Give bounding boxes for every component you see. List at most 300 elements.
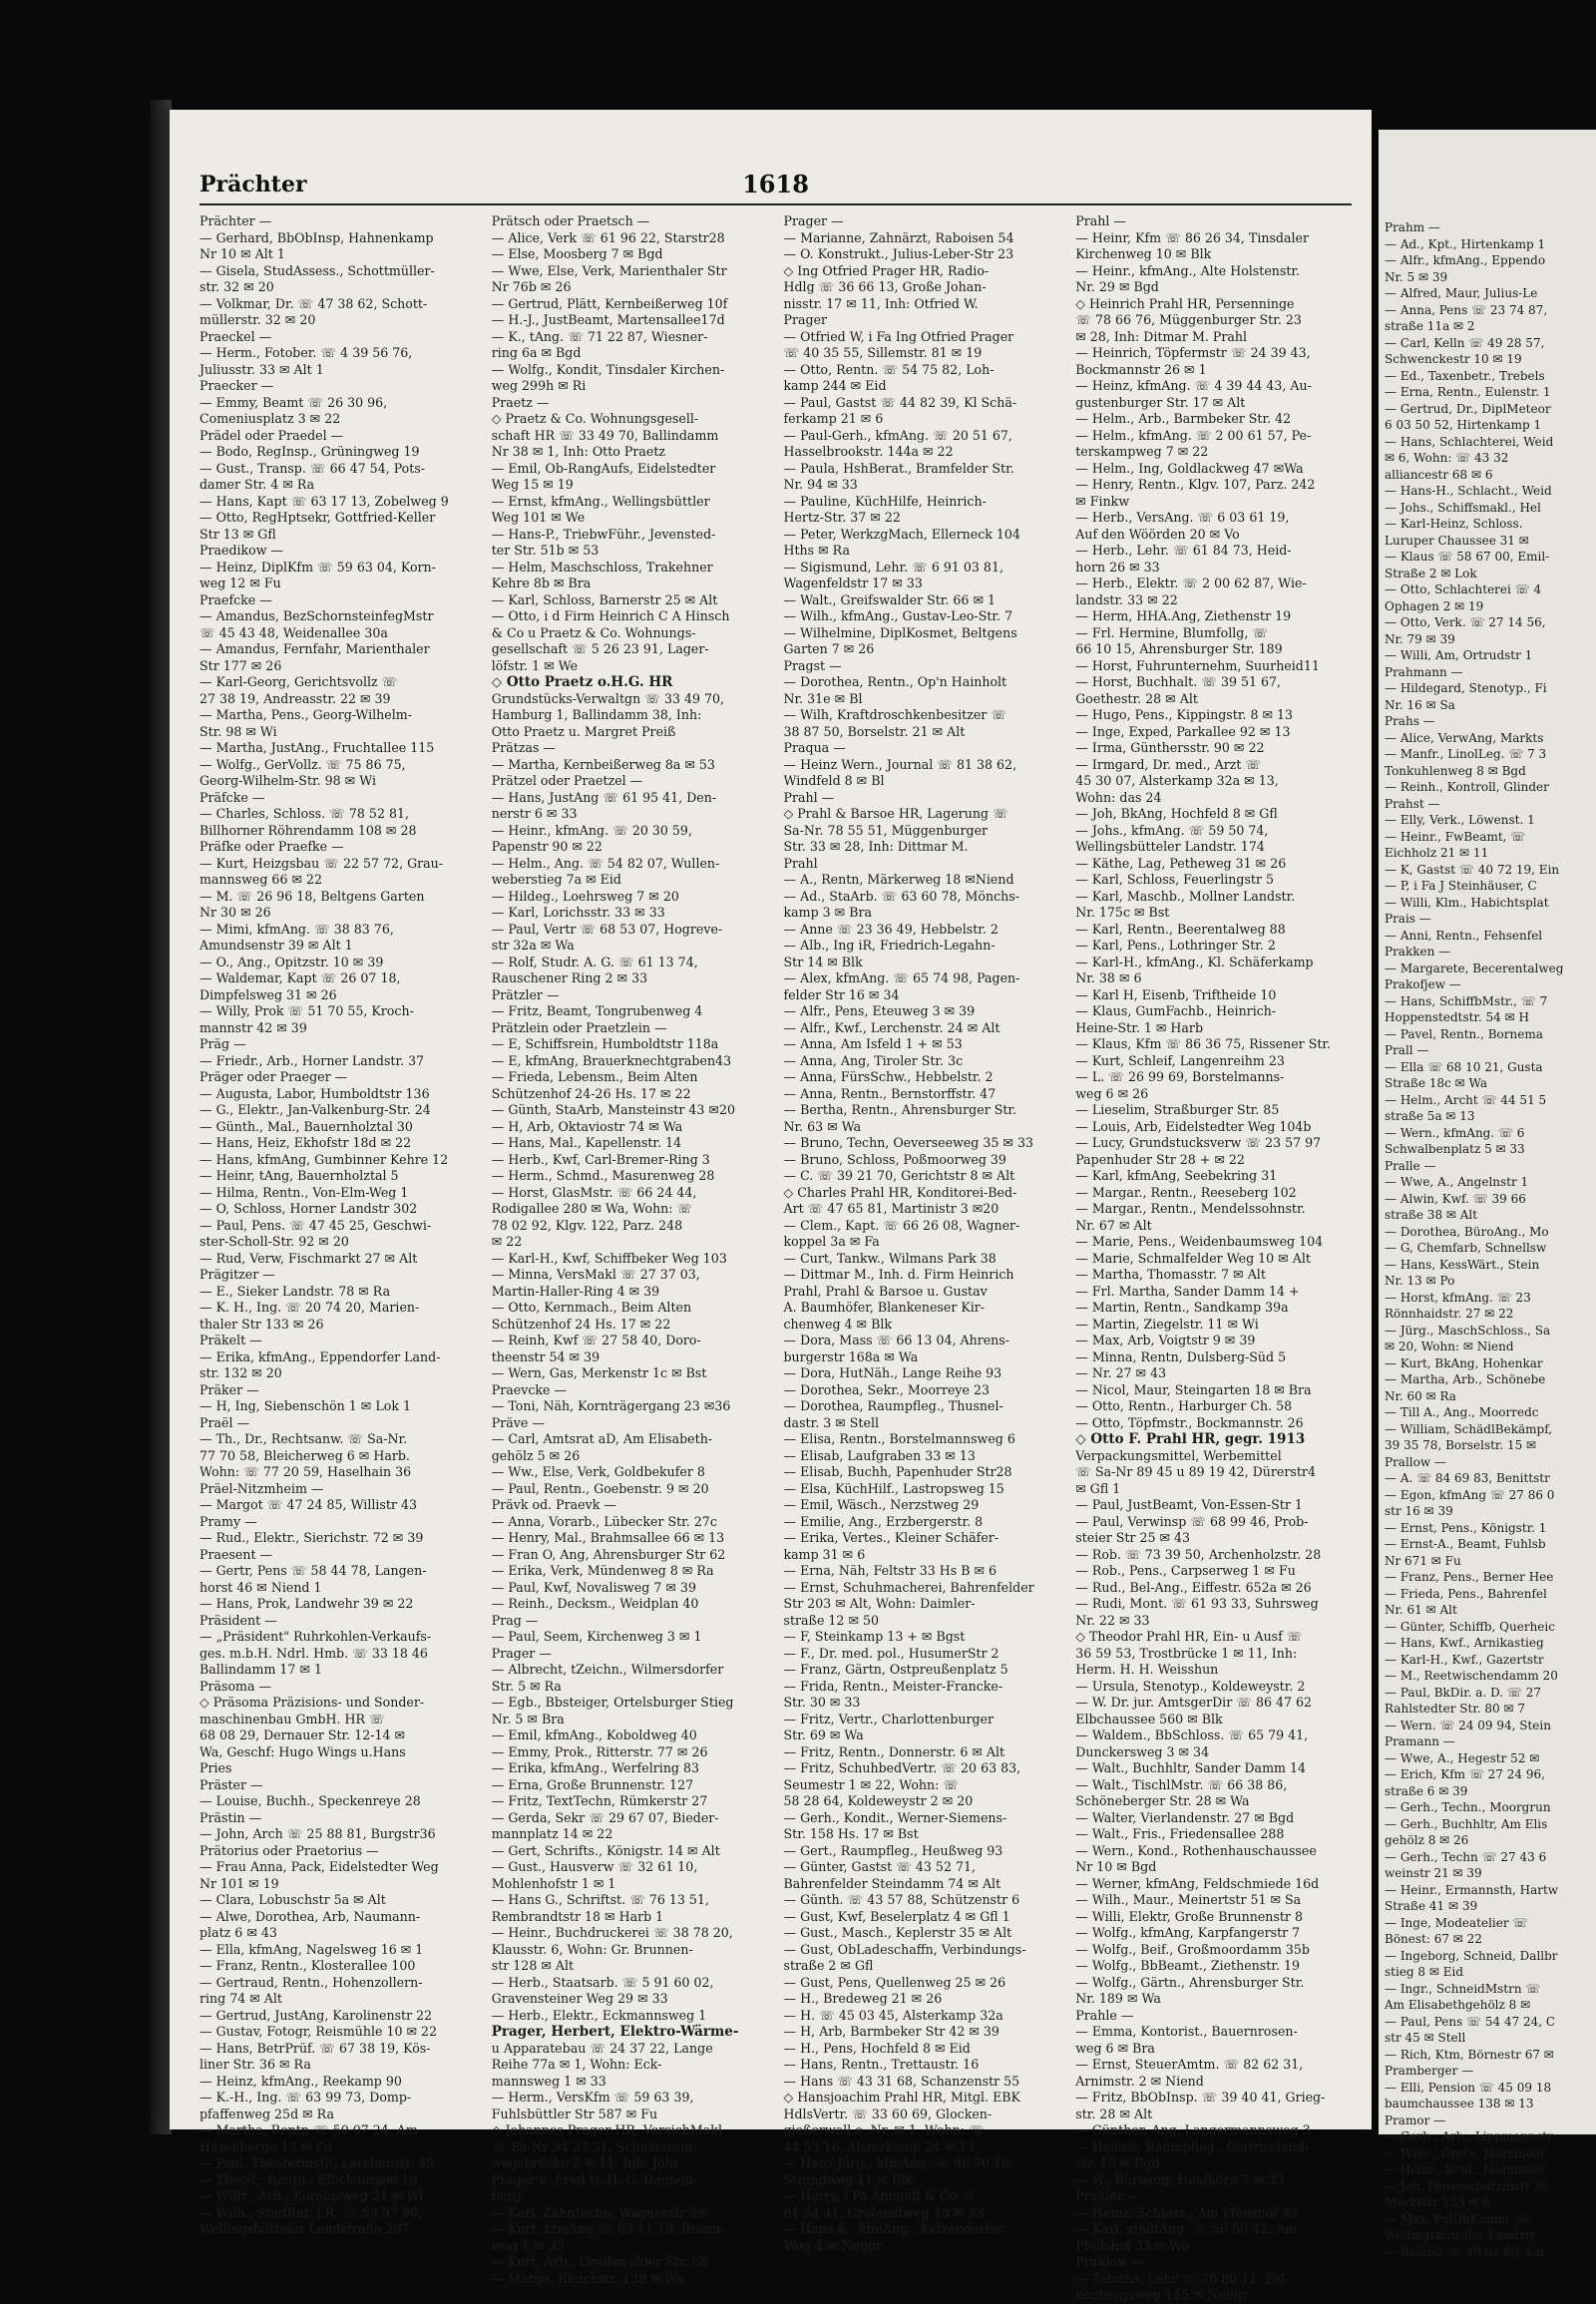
directory-entry-line: Am Elisabethgehölz 8 ✉ [1385,1998,1531,2012]
directory-entry-line: ◇ Otto Praetz o.H.G. HR [491,674,673,690]
directory-entry-line: — Emil, Wäsch., Nerzstweg 29 [783,1497,980,1512]
directory-entry-line: — Fritz, SchuhbedVertr. ☏ 20 63 83, [783,1760,1021,1775]
directory-entry-line: — Emil, Ob-RangAufs, Eidelstedter [491,460,716,476]
directory-entry-line: gustenburger Str. 17 ✉ Alt [1075,394,1246,410]
directory-entry-line: nerstr 6 ✉ 33 [491,806,578,821]
directory-entry-line: — Hans, Prok, Landwehr 39 ✉ 22 [200,1596,414,1611]
directory-entry-line: — Minna, Rentn, Dulsberg-Süd 5 [1075,1348,1287,1364]
directory-entry-line: 44 53 16, Alsterkamp 24 ✉ 13 [783,2138,976,2154]
directory-entry-line: — Karl, Pens., Lothringer Str. 2 [1075,938,1276,953]
directory-entry-line: Nr. 61 ✉ Alt [1385,1603,1457,1617]
directory-entry-line: Nr. 79 ✉ 39 [1385,631,1455,646]
directory-entry-line: Hamburg 1, Ballindamm 38, Inh: [491,707,702,722]
directory-entry-line: Hoppenstedtstr. 54 ✉ H [1385,1010,1529,1024]
directory-entry-line: Prahle — [1075,2007,1134,2023]
directory-entry-line: — H. ☏ 45 03 45, Alsterkamp 32a [783,2007,1003,2023]
directory-entry-line: 27 38 19, Andreasstr. 22 ✉ 39 [200,690,391,706]
directory-entry-line: 45 30 07, Alsterkamp 32a ✉ 13, [1075,773,1279,788]
directory-entry-line: — Rich, Ktm, Börnestr 67 ✉ [1385,2047,1554,2062]
directory-entry-line: — Herb., Staatsarb. ☏ 5 91 60 02, [491,1974,714,1990]
directory-entry-line: — Martha, Thomasstr. 7 ✉ Alt [1075,1267,1266,1282]
directory-entry-line: — Emilie, Ang., Erzbergerstr. 8 [783,1513,984,1529]
directory-entry-line: Wagenfeldstr 17 ✉ 33 [783,576,923,590]
directory-entry-line: Rauschener Ring 2 ✉ 33 [491,970,648,985]
directory-entry-line: — Dorothea, BüroAng., Mo [1385,1224,1549,1239]
directory-entry-line: — Pauline, KüchHilfe, Heinrich- [783,493,987,509]
directory-entry-line: — Hans, Kwf., Arnikastieg [1385,1636,1544,1650]
directory-entry-line: Präkelt — [200,1333,262,1347]
directory-entry-line: — E., Sieker Landstr. 78 ✉ Ra [200,1283,391,1299]
directory-entry-line: Präker — [200,1381,259,1397]
directory-entry-line: ring 6a ✉ Bgd [491,345,582,360]
directory-entry-line: — Karl, Lorichsstr. 33 ✉ 33 [491,905,665,920]
directory-entry-line: — E, kfmAng, Brauerknechtgraben43 [491,1052,732,1068]
directory-entry-line: — Herb., VersAng. ☏ 6 03 61 19, [1075,510,1290,525]
directory-entry-line: — Heinr., Ermannsth, Hartw [1385,1882,1559,1897]
directory-entry-line: koppel 3a ✉ Fa [783,1234,880,1249]
directory-entry-line: Prais — [1385,912,1431,926]
directory-entry-line: — Dora, HutNäh., Lange Reihe 93 [783,1365,1002,1380]
directory-entry-line: Nr. 5 ✉ 39 [1385,269,1448,284]
directory-entry-line: — Fritz, Rentn., Donnerstr. 6 ✉ Alt [783,1743,1005,1759]
directory-entry-line: — Paul, Kwf, Novalisweg 7 ✉ 39 [491,1579,696,1595]
directory-entry-line: — Heinrich, Töpfermstr ☏ 24 39 43, [1075,345,1311,360]
directory-entry-line: Praecker — [200,378,274,393]
adjacent-page-column [1385,219,1596,2260]
directory-entry-line: — Gerh., Arb., Lippmannstr [1385,2129,1553,2143]
directory-entry-line: — Herm., VersKfm ☏ 59 63 39, [491,2090,694,2105]
directory-entry-line: — Hans ☏ 43 31 68, Schanzenstr 55 [783,2073,1020,2089]
directory-entry-line: — Hans, KessWärt., Stein [1385,1257,1540,1272]
directory-entry-line: — Gust, Kwf, Beselerplatz 4 ✉ Gfl 1 [783,1908,1010,1924]
directory-entry-line: — Irma, Günthersstr. 90 ✉ 22 [1075,740,1265,755]
directory-entry-line: — Ernst, SteuerAmtm. ☏ 82 62 31, [1075,2057,1304,2072]
directory-entry-line: — Rob., Pens., Carpserweg 1 ✉ Fu [1075,1563,1296,1578]
directory-entry-line: — Fritz, Beamt, Tongrubenweg 4 [491,1003,703,1018]
directory-entry-line: — Klaus, GumFachb., Heinrich- [1075,1003,1277,1018]
directory-entry-line: Wellingsbütteler Landstr. 174 [1075,839,1265,854]
directory-entry-line: straße 38 ✉ Alt [1385,1208,1478,1222]
directory-entry-line: 39 35 78, Borselstr. 15 ✉ [1385,1438,1537,1452]
directory-entry-line: — Heinz, kfmAng. ☏ 4 39 44 43, Au- [1075,378,1312,393]
directory-entry-line: — Wolfg., Kondit, Tinsdaler Kirchen- [491,361,725,377]
adjacent-page [1379,130,1596,2259]
directory-entry-line: Prahst — [1385,796,1440,811]
directory-entry-line: — Ingeborg, Schneid, Dallbr [1385,1948,1558,1963]
directory-entry-line: — Herb., Elektr., Eckmannsweg 1 [491,2007,707,2023]
directory-entry-line: — Minna, VersMakl ☏ 27 37 03, [491,1267,700,1282]
directory-entry-line: — Fran O, Ang, Ahrensburger Str 62 [491,1546,726,1562]
directory-entry-line: — Alfred, Maur, Julius-Le [1385,286,1538,300]
column-1 [200,213,486,2236]
directory-entry-line: Str. 98 ✉ Wi [200,723,277,739]
directory-entry-line: Ophagen 2 ✉ 19 [1385,598,1484,613]
directory-entry-line: — Gust., Transp. ☏ 66 47 54, Pots- [200,460,426,476]
directory-entry-line: — Gertrud, Plätt, Kernbeißerweg 10f [491,295,728,311]
directory-entry-line: 66 10 15, Ahrensburger Str. 189 [1075,641,1283,656]
directory-entry-line: Rönnhaidstr. 27 ✉ 22 [1385,1307,1514,1321]
directory-entry-line: — Anna, FürsSchw., Hebbelstr. 2 [783,1069,994,1084]
directory-entry-line: Prager, Herbert, Elektro-Wärme- [491,2024,739,2040]
directory-entry-line: — Lieselim, Straßburger Str. 85 [1075,1102,1280,1117]
directory-entry-line: Nr. 67 ✉ Alt [1075,1217,1152,1233]
directory-entry-line: — Elsa, KüchHilf., Lastropsweg 15 [783,1480,1004,1496]
directory-entry-line: Praedikow — [200,543,284,558]
directory-entry-line: — K., tAng. ☏ 71 22 87, Wiesner- [491,328,708,344]
directory-entry-line: Str 177 ✉ 26 [200,657,282,673]
directory-entry-line: — Werner, kfmAng, Feldschmiede 16d [1075,1875,1320,1891]
directory-entry-line: Straße 41 ✉ 39 [1385,1899,1478,1913]
directory-entry-line: — Otto, Kernmach., Beim Alten [491,1300,692,1315]
directory-entry-line: — Alfr., kfmAng., Eppendo [1385,253,1546,267]
directory-entry-line: — H., Bredeweg 21 ✉ 26 [783,1991,943,2006]
page-number: 1618 [742,170,809,198]
directory-entry-line: platz 6 ✉ 43 [200,1925,277,1940]
directory-entry-line: Nr. 13 ✉ Po [1385,1274,1455,1288]
directory-entry-line: Prägitzer — [200,1267,275,1282]
directory-entry-line: — Günth, StaArb, Mansteinstr 43 ✉20 [491,1102,735,1117]
directory-entry-line: mannplatz 14 ✉ 22 [491,1826,613,1841]
directory-entry-line: — Klaus, Kfm ☏ 86 36 75, Rissener Str. [1075,1036,1332,1051]
directory-entry-line: Georg-Wilhelm-Str. 98 ✉ Wi [200,773,376,788]
entry-columns [200,213,1362,2302]
directory-entry-line: — Frieda, Lebensm., Beim Alten [491,1069,698,1084]
directory-entry-line: — Reinh., Kontroll, Glinder [1385,780,1549,794]
directory-entry-line: Art ☏ 47 65 81, Martinistr 3 ✉20 [783,1201,999,1216]
directory-entry-line: — Wern. ☏ 24 09 94, Stein [1385,1718,1551,1732]
directory-entry-line: — Gust, Pens, Quellenweg 25 ✉ 26 [783,1974,1006,1990]
directory-entry-line: str. 132 ✉ 20 [200,1365,282,1380]
directory-entry-line: — Martha, Pens., Georg-Wilhelm- [200,707,412,722]
directory-entry-line: Nr. 63 ✉ Wa [783,1118,862,1134]
directory-entry-line: Sa-Nr. 78 55 51, Müggenburger [783,822,989,838]
directory-entry-line: — Hans-K., kfmAng., Ketzendorfer [783,2221,1003,2236]
directory-entry-line: — Emmy, Prok., Ritterstr. 77 ✉ 26 [491,1743,708,1759]
directory-entry-line: — L. ☏ 26 99 69, Borstelmanns- [1075,1069,1285,1084]
directory-entry-line: — Johs., Schiffsmakl., Hel [1385,500,1541,515]
directory-entry-line: — Hilma, Rentn., Von-Elm-Weg 1 [200,1184,409,1200]
directory-entry-line: Hasenberge 17 ✉ Fu [200,2138,333,2154]
directory-entry-line: Praesent — [200,1546,273,1562]
directory-entry-line: — Amandus, Fernfahr, Marienthaler [200,641,430,656]
directory-entry-line: — Frau Anna, Pack, Eidelstedter Weg [200,1859,439,1874]
directory-entry-line: — Hans G., Schriftst. ☏ 76 13 51, [491,1892,709,1907]
directory-entry-line: str. 28 ✉ Alt [1075,2106,1153,2121]
directory-entry-line: — Erna, Näh, Feltstr 33 Hs B ✉ 6 [783,1563,998,1578]
directory-entry-line: Nr. 29 ✉ Bgd [1075,279,1159,294]
directory-entry-line: — Karl H, Eisenb, Triftheide 10 [1075,986,1277,1002]
directory-entry-line: — Ella ☏ 68 10 21, Gusta [1385,1059,1543,1074]
directory-entry-line: — Emil, kfmAng., Koboldweg 40 [491,1728,697,1742]
directory-entry-line: — Wern., kfmAng. ☏ 6 [1385,1125,1525,1140]
directory-entry-line: Praetz — [491,394,550,410]
directory-entry-line: — Martha, Kernbeißerweg 8a ✉ 53 [491,756,715,772]
directory-entry-line: — M. ☏ 26 96 18, Beltgens Garten [200,888,425,904]
directory-entry-line: ✉ Finkw [1075,493,1130,509]
directory-entry-line: — Ernst, Pens., Königstr. 1 [1385,1520,1547,1535]
directory-entry-line: straße 2 ✉ Gfl [783,1958,874,1973]
directory-entry-line: terskampweg 7 ✉ 22 [1075,444,1209,459]
directory-entry-line: — K.-H., Ing. ☏ 63 99 73, Domp- [200,2090,412,2105]
directory-entry-line: — Martin, Rentn., Sandkamp 39a [1075,1300,1289,1315]
directory-entry-line: Nr 38 ✉ 1, Inh: Otto Praetz [491,444,666,459]
directory-entry-line: ◇ Theodor Prahl HR, Ein- u Ausf ☏ [1075,1629,1303,1644]
directory-entry-line: — Dora, Mass ☏ 66 13 04, Ahrens- [783,1333,1009,1347]
directory-entry-line: — Johs., kfmAng. ☏ 59 50 74, [1075,822,1269,838]
directory-entry-line: gesellschaft ☏ 5 26 23 91, Lager- [491,641,709,656]
directory-entry-line: — Bruno, Schloss, Poßmoorweg 39 [783,1151,1006,1167]
directory-entry-line: berg [491,2188,522,2203]
directory-entry-line: — Hans, kfmAng, Gumbinner Kehre 12 [200,1151,449,1167]
directory-entry-line: — G, Chemfarb, Schnellsw [1385,1241,1547,1255]
directory-entry-line: — Otto, RegHptsekr, Gottfried-Keller [200,510,436,525]
directory-entry-line: — Amandus, BezSchornsteinfegMstr [200,608,434,623]
directory-entry-line: landstr. 33 ✉ 22 [1075,591,1178,607]
directory-entry-line: Schützenhof 24 Hs. 17 ✉ 22 [491,1316,671,1332]
directory-entry-line: Nr. 175c ✉ Bst [1075,905,1170,920]
directory-entry-line: — Kurt, Heizgsbau ☏ 22 57 72, Grau- [200,855,444,871]
directory-entry-line: — Elli, Pension ☏ 45 09 18 [1385,2080,1552,2095]
directory-entry-line: — Herm, HHA.Ang, Ziethenstr 19 [1075,608,1292,623]
directory-entry-line: kamp 3 ✉ Bra [783,905,873,920]
directory-entry-line: — Mimi, kfmAng. ☏ 38 83 76, [200,921,394,937]
directory-entry-line: Prakken — [1385,945,1451,959]
directory-entry-line: — Gertrud, JustAng, Karolinenstr 22 [200,2007,433,2023]
directory-entry-line: horn 26 ✉ 33 [1075,559,1160,575]
directory-entry-line: — A. ☏ 84 69 83, Benittstr [1385,1471,1550,1485]
directory-entry-line: Prahmann — [1385,664,1463,679]
directory-entry-line: — John, Arch ☏ 25 88 81, Burgstr36 [200,1826,436,1841]
directory-entry-line: — H.-J., JustBeamt, Martensallee17d [491,312,725,327]
directory-entry-line: Praevcke — [491,1381,568,1397]
directory-entry-line: — Roland ☏ 40 02 60, Un [1385,2244,1545,2259]
directory-entry-line: Str. 33 ✉ 28, Inh: Dittmar M. [783,839,969,854]
directory-entry-line: Prahs — [1385,714,1435,728]
directory-entry-line: Prätzlein oder Praetzlein — [491,1019,667,1035]
directory-entry-line: Str. 30 ✉ 33 [783,1695,861,1710]
directory-entry-line: — Wwe, A., Angelnstr 1 [1385,1175,1529,1189]
directory-entry-line: Wellingsbütteler Landstraße 207 [200,2221,410,2236]
directory-entry-line: — Wolfg., Beif., Großmoordamm 35b [1075,1941,1310,1957]
directory-entry-line: ✉ 20, Wohn: ✉ Niend [1385,1340,1514,1353]
directory-entry-line: Hertz-Str. 37 ✉ 22 [783,510,901,525]
directory-entry-line: — K, Gastst ☏ 40 72 19, Ein [1385,862,1560,877]
directory-entry-line: weg 6 ✉ 26 [1075,1085,1149,1101]
directory-entry-line: — Margarete, Becerentalweg [1385,960,1564,975]
directory-entry-line: — A., Rentn, Märkerweg 18 ✉Niend [783,872,1014,887]
directory-entry-line: Grundstücks-Verwaltgn ☏ 33 49 70, [491,690,725,706]
directory-entry-line: felder Str 16 ✉ 34 [783,986,900,1002]
directory-entry-line: — Horst, GlasMstr. ☏ 66 24 44, [491,1184,697,1200]
directory-entry-line: — Horst, kfmAng. ☏ 23 [1385,1290,1531,1305]
directory-entry-line: — Nr. 27 ✉ 43 [1075,1365,1167,1380]
directory-entry-line: löfstr. 1 ✉ We [491,657,579,673]
directory-entry-line: — Gust, ObLadeschaffn, Verbindungs- [783,1941,1026,1957]
directory-entry-line: Präel-Nitzmheim — [200,1480,324,1496]
directory-entry-line: Klausstr. 6, Wohn: Gr. Brunnen- [491,1941,693,1957]
directory-entry-line: Praeckel — [200,328,272,344]
directory-entry-line: stieg 8 ✉ Eid [1385,1965,1464,1979]
directory-entry-line: — Ad., StaArb. ☏ 63 60 78, Mönchs- [783,888,1019,904]
directory-entry-line: Kehre 8b ✉ Bra [491,576,592,590]
directory-entry-line: — Hans, Heiz, Ekhofstr 18d ✉ 22 [200,1135,412,1150]
directory-entry-line: — Karl, Maschb., Mollner Landstr. [1075,888,1296,904]
directory-entry-line: Präger oder Praeger — [200,1069,348,1084]
directory-entry-line: Dimpfelsweg 31 ✉ 26 [200,986,337,1002]
directory-entry-line: Prag — [491,1612,539,1628]
directory-entry-line: — Hugo, Pens., Kippingstr. 8 ✉ 13 [1075,707,1294,722]
directory-entry-line: — Hans, SchiffbMstr., ☏ 7 [1385,993,1548,1008]
directory-entry-line: dastr. 3 ✉ Stell [783,1414,880,1430]
directory-entry-line: Praqua — [783,740,846,755]
directory-entry-line: — E, Schiffsrein, Humboldtstr 118a [491,1036,719,1051]
directory-entry-line: — Karl-H., kfmAng., Kl. Schäferkamp [1075,954,1314,969]
directory-entry-line: — Martha, Arb., Schönebe [1385,1372,1546,1386]
directory-entry-line: — Hans-Jürg., kfmAng. ☏ 86 70 16, [783,2155,1014,2170]
directory-entry-line: mannsweg 66 ✉ 22 [200,872,323,887]
directory-entry-line: — Paul, Rentn., Goebenstr. 9 ✉ 20 [491,1480,709,1496]
directory-entry-line: thaler Str 133 ✉ 26 [200,1316,324,1332]
directory-entry-line: — Alfr., Pens, Eteuweg 3 ✉ 39 [783,1003,976,1018]
directory-entry-line: — Helm., Ang. ☏ 54 82 07, Wullen- [491,855,720,871]
directory-entry-line: — Ww., Else, Verk, Goldbekufer 8 [491,1464,705,1479]
directory-entry-line: & Co u Praetz & Co. Wohnungs- [491,624,696,640]
directory-entry-line: — Helm., kfmAng. ☏ 2 00 61 57, Pe- [1075,427,1312,443]
directory-entry-line: Pramy — [200,1513,257,1529]
directory-entry-line: — Frida, Rentn., Meister-Francke- [783,1678,1003,1694]
directory-entry-line: — Hans, JustAng ☏ 61 95 41, Den- [491,789,717,805]
directory-entry-line: — Hans-P., TriebwFühr., Jevensted- [491,526,716,542]
directory-entry-line: gehölz 5 ✉ 26 [491,1447,581,1463]
directory-entry-line: Prahl [783,855,818,871]
directory-entry-line: — Harry, i Fa Ammelt & Co ☏ [783,2188,978,2203]
directory-entry-line: — Alwin, Kwf. ☏ 39 66 [1385,1191,1526,1206]
directory-entry-line: Prahler — [1075,2188,1140,2203]
directory-entry-line: — Th., Dr., Rechtsanw. ☏ Sa-Nr. [200,1431,408,1446]
directory-entry-line: HdlsVertr. ☏ 33 60 69, Glocken- [783,2106,993,2121]
directory-entry-line: — Erika, Vertes., Kleiner Schäfer- [783,1530,999,1545]
directory-entry-line: — Gerh., Techn ☏ 27 43 6 [1385,1849,1547,1864]
directory-entry-line: — Helm, Maschschloss, Trakehner [491,559,713,575]
directory-entry-line: Eichholz 21 ✉ 11 [1385,846,1489,860]
directory-entry-line: — Anni, Rentn., Fehsenfel [1385,928,1543,943]
directory-entry-line: weg 299h ✉ Ri [491,378,587,393]
directory-entry-line: — Hans, BetrPrüf. ☏ 67 38 19, Kös- [200,2040,431,2056]
directory-entry-line: — Dorothea, Rentn., Op'n Hainholt [783,674,1007,689]
directory-entry-line: Prästin — [200,1809,262,1825]
directory-entry-line: Tonkuhlenweg 8 ✉ Bgd [1385,763,1526,778]
directory-entry-line: — Ad., Kpt., Hirtenkamp 1 [1385,236,1546,251]
directory-entry-line: Präfke oder Praefke — [200,839,344,854]
directory-entry-line: Marktstr 133 ✉ 6 [1385,2195,1491,2209]
directory-entry-line: — Margot ☏ 47 24 85, Willistr 43 [200,1497,417,1512]
directory-entry-line: Fuhlsbüttler Str 587 ✉ Fu [491,2106,658,2121]
directory-entry-line: — Gerh., Techn., Moorgrun [1385,1800,1551,1814]
directory-entry-line: — H, Ing, Siebenschön 1 ✉ Lok 1 [200,1398,411,1413]
directory-entry-line: — „Präsident" Ruhrkohlen-Verkaufs- [200,1629,432,1644]
directory-entry-line: Prager u .Fred U. H.-G. Dannen- [491,2171,697,2187]
directory-entry-line: — Ursula, Stenotyp., Koldeweystr. 2 [1075,1678,1306,1694]
directory-entry-line: — Otto, Verk. ☏ 27 14 56, [1385,615,1546,629]
directory-entry-line: Rahlstedter Str. 80 ✉ 7 [1385,1702,1525,1716]
directory-entry-line: Präve — [491,1414,545,1430]
directory-entry-line: — Kurt, Arb., Greifswalder Str. 68 [491,2254,708,2269]
directory-entry-line: — Theod., Rentn., Elbchaussee 19 [200,2171,418,2187]
directory-entry-line: — Ed., Taxenbetr., Trebels [1385,368,1545,383]
directory-entry-line: — Inge, Modeatelier ☏ [1385,1915,1528,1930]
directory-entry-line: Prakofjew — [1385,977,1461,991]
directory-entry-line: Nr. 16 ✉ Sa [1385,697,1455,712]
directory-entry-line: — Erich, Kfm ☏ 27 24 96, [1385,1767,1545,1781]
directory-entry-line: — Gert, Schrifts., Königstr. 14 ✉ Alt [491,1842,720,1858]
directory-entry-line: Prätzler — [491,986,560,1002]
directory-entry-line: — Horst, Buchhalt. ☏ 39 51 67, [1075,674,1282,689]
directory-entry-line: — Helm., Arb., Barmbeker Str. 42 [1075,411,1292,426]
directory-entry-line: — Hans, Kapt ☏ 63 17 13, Zobelweg 9 [200,493,449,509]
directory-entry-line: — Carl, Amtsrat aD, Am Elisabeth- [491,1431,713,1446]
directory-entry-line: — Paul, Seem, Kirchenweg 3 ✉ 1 [491,1629,702,1644]
directory-entry-line: Pramann — [1385,1734,1455,1748]
directory-entry-line: Nr 101 ✉ 19 [200,1875,279,1891]
directory-entry-line: — Tabitha, Lehr ☏ 76 80 11, Fal- [1075,2270,1290,2286]
directory-entry-line: Präsoma — [200,1678,272,1694]
directory-entry-line: Prallow — [1385,1454,1446,1469]
directory-entry-line: — Toni, Näh, Kornträgergang 23 ✉36 [491,1398,731,1413]
directory-entry-line: Str 203 ✉ Alt, Wohn: Daimler- [783,1596,976,1611]
directory-entry-line: Nr 10 ✉ Bgd [1075,1859,1157,1874]
directory-entry-line: 38 87 50, Borselstr. 21 ✉ Alt [783,723,966,739]
directory-entry-line: — F., Dr. med. pol., HusumerStr 2 [783,1645,999,1661]
directory-entry-line: Otto Praetz u. Margret Preiß [491,723,676,739]
directory-entry-line: — Sigismund, Lehr. ☏ 6 91 03 81, [783,559,1003,575]
directory-entry-line: — Max, Arb, Voigtstr 9 ✉ 39 [1075,1333,1256,1347]
directory-entry-line: — Paul-Gerh., kfmAng. ☏ 20 51 67, [783,427,1012,443]
directory-entry-line: — Joh, Feuerschutzmstr ☏ [1385,2178,1549,2193]
directory-entry-line: Prahl, Prahl & Barsoe u. Gustav [783,1283,988,1299]
directory-entry-line: Prävk od. Praevk — [491,1497,616,1512]
directory-entry-line: — Waldem., BbSchloss. ☏ 65 79 41, [1075,1728,1309,1742]
directory-entry-line: — Gerhard, BbObInsp, Hahnenkamp [200,229,434,245]
directory-entry-line: — Martin, Ziegelstr. 11 ✉ Wi [1075,1316,1259,1332]
directory-entry-line: — Alice, Verk ☏ 61 96 22, Starstr28 [491,229,725,245]
directory-entry-line: — Gerh., Kondit., Werner-Siemens- [783,1809,1007,1825]
directory-entry-line: Windfeld 8 ✉ Bl [783,773,885,788]
directory-entry-line: — Gertrud, Dr., DiplMeteor [1385,401,1551,416]
directory-entry-line: — Hans, Schlachterei, Weid [1385,434,1554,449]
directory-entry-line: — Wilh, Kraftdroschkenbesitzer ☏ [783,707,1007,722]
directory-entry-line: — Gert., Raumpfleg., Heußweg 93 [783,1842,1003,1858]
directory-entry-line: Heine-Str. 1 ✉ Harb [1075,1019,1204,1035]
directory-entry-line: Rodigallee 280 ✉ Wa, Wohn: ☏ [491,1201,693,1216]
directory-entry-line: — Martha, JustAng., Fruchtallee 115 [200,740,435,755]
directory-entry-line: — Otto, Rentn. ☏ 54 75 82, Loh- [783,361,995,377]
directory-entry-line: — Elly, Verk., Löwenst. 1 [1385,813,1535,827]
directory-entry-line: weg 1 ✉ 33 [491,2237,565,2253]
directory-entry-line: — P, i Fa J Steinhäuser, C [1385,879,1537,893]
directory-entry-line: — Heinr., kfmAng., Alte Holstenstr. [1075,262,1301,278]
directory-entry-line: — Wilfr., Arb., Koralusweg 21 ✉ Wi [200,2188,424,2203]
directory-entry-line: Weg 101 ✉ We [491,510,586,525]
directory-entry-line: Str 13 ✉ Gfl [200,526,276,542]
directory-entry-line: 58 28 64, Koldeweystr 2 ✉ 20 [783,1793,974,1808]
directory-entry-line: — Margar., Rentn., Mendelssohnstr. [1075,1201,1306,1216]
directory-entry-line: — Ernst, kfmAng., Wellingsbüttler [491,493,710,509]
directory-entry-line: Hdlg ☏ 36 66 13, Große Johan- [783,279,987,294]
directory-entry-line: — Wilhelmine, DiplKosmet, Beltgens [783,624,1017,640]
directory-entry-line: Ballindamm 17 ✉ 1 [200,1662,323,1677]
directory-entry-line: Praefcke — [200,591,272,607]
directory-entry-line: mannsweg 1 ✉ 33 [491,2073,606,2089]
